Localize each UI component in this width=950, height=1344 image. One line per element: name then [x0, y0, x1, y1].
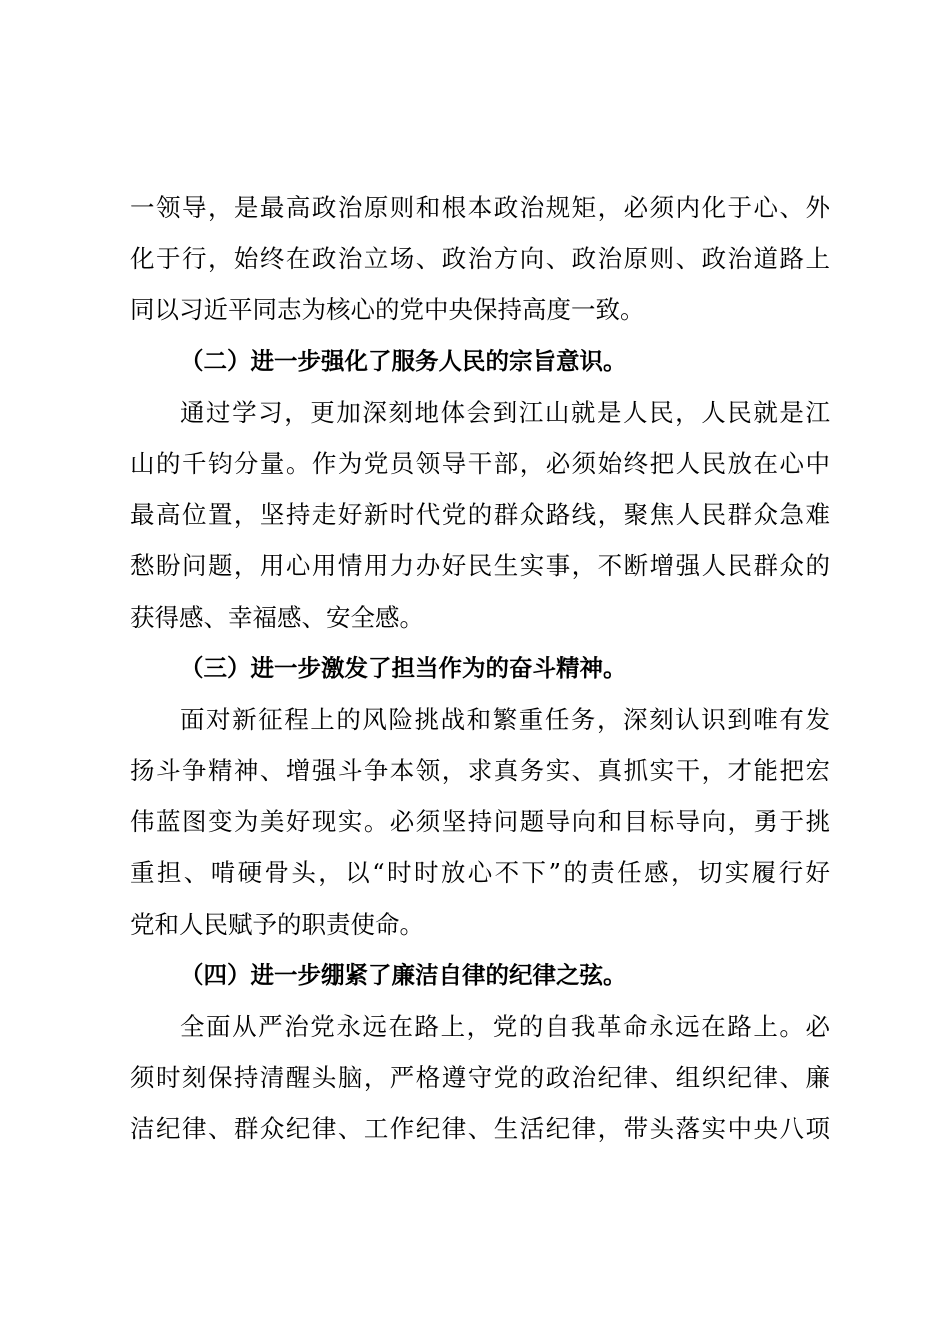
section-heading: （二）进一步强化了服务人民的宗旨意识。	[180, 346, 627, 375]
section-2	[130, 336, 830, 643]
text-line: 愁盼问题，用心用情用力办好民生实事，不断增强人民群众的	[130, 551, 830, 581]
text-line: 化于行，始终在政治立场、政治方向、政治原则、政治道路上	[130, 244, 830, 274]
paragraph-1	[130, 182, 830, 336]
section-4	[130, 950, 830, 1155]
text-line: 最高位置，坚持走好新时代党的群众路线，聚焦人民群众急难	[130, 500, 830, 530]
text-line: 一领导，是最高政治原则和根本政治规矩，必须内化于心、外	[130, 193, 830, 222]
section-3	[130, 643, 830, 950]
text-line: 面对新征程上的风险挑战和繁重任务，深刻认识到唯有发	[180, 704, 830, 734]
text-line: 山的千钧分量。作为党员领导干部，必须始终把人民放在心中	[130, 448, 830, 478]
text-line: 通过学习，更加深刻地体会到江山就是人民，人民就是江	[180, 397, 830, 427]
text-line: 获得感、幸福感、安全感。	[130, 602, 424, 632]
text-line: 须时刻保持清醒头脑，严格遵守党的政治纪律、组织纪律、廉	[130, 1063, 830, 1093]
text-line: 洁纪律、群众纪律、工作纪律、生活纪律，带头落实中央八项	[130, 1114, 830, 1144]
document-body	[130, 182, 830, 1155]
text-line: 全面从严治党永远在路上，党的自我革命永远在路上。必	[180, 1012, 830, 1041]
section-heading: （四）进一步绷紧了廉洁自律的纪律之弦。	[180, 960, 627, 989]
text-line: 党和人民赋予的职责使命。	[130, 909, 424, 939]
text-line: 伟蓝图变为美好现实。必须坚持问题导向和目标导向，勇于挑	[130, 807, 830, 837]
text-line: 扬斗争精神、增强斗争本领，求真务实、真抓实干，才能把宏	[130, 756, 830, 786]
text-line: 重担、啃硬骨头，以“时时放心不下”的责任感，切实履行好	[130, 858, 830, 888]
section-heading: （三）进一步激发了担当作为的奋斗精神。	[180, 653, 627, 682]
text-line: 同以习近平同志为核心的党中央保持高度一致。	[130, 295, 645, 325]
